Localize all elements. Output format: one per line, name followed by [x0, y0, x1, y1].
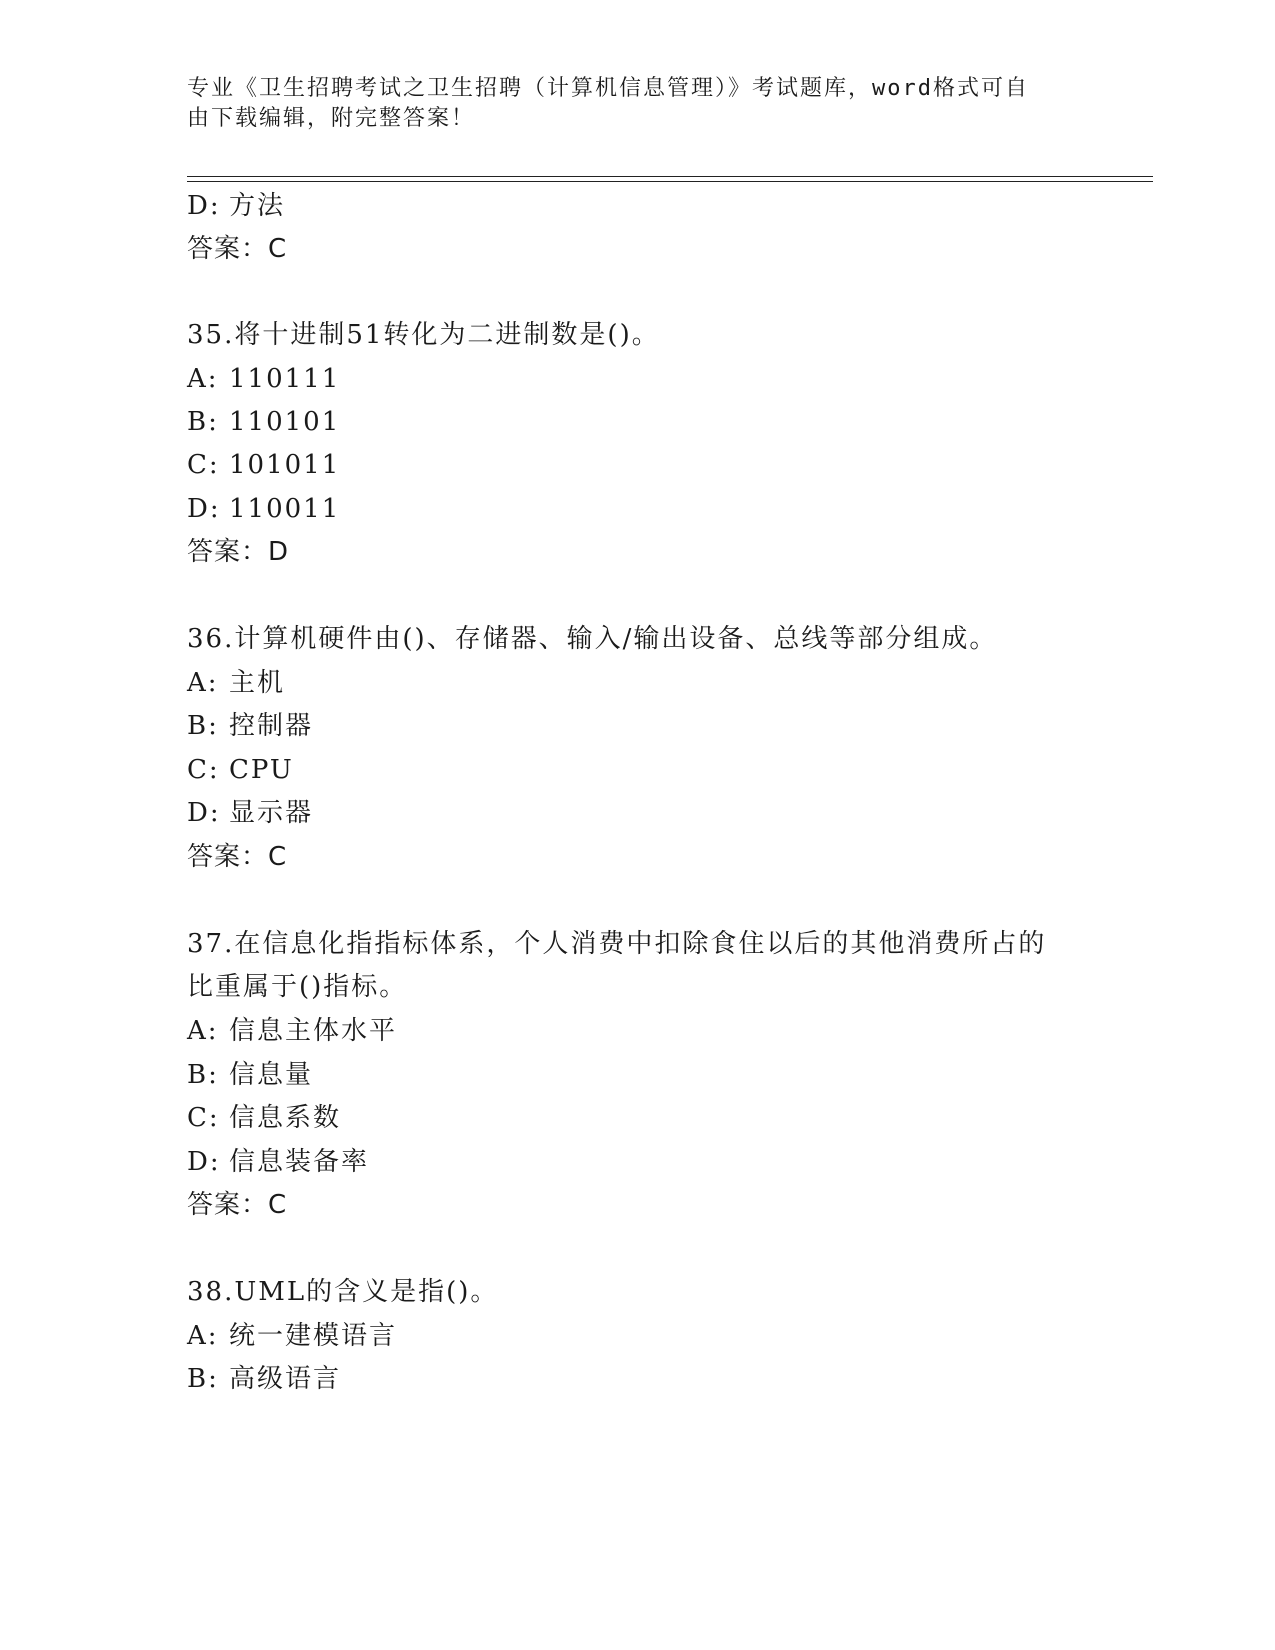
option-text: 101011	[229, 450, 341, 480]
option-key: D:	[187, 191, 221, 221]
option-key: B:	[187, 1364, 219, 1394]
option-key: A:	[187, 364, 219, 394]
option-text: 110101	[229, 407, 341, 437]
prev-option-d	[187, 189, 285, 223]
option-text: 信息主体水平	[229, 1016, 398, 1046]
q35-option-a	[187, 362, 340, 396]
option-key: A:	[187, 1321, 219, 1351]
document-header	[187, 74, 1087, 134]
option-key: A:	[187, 668, 219, 698]
q38-option-b	[187, 1362, 341, 1396]
q35-option-b	[187, 405, 340, 439]
q36-option-a	[187, 666, 285, 700]
prev-answer: 答案：C	[187, 234, 288, 264]
option-key: D:	[187, 798, 221, 828]
q35-option-c	[187, 448, 340, 482]
option-key: B:	[187, 711, 219, 741]
question-37-stem-line-2: 比重属于()指标。	[187, 972, 408, 1002]
option-key: B:	[187, 407, 219, 437]
option-text: 信息量	[229, 1060, 314, 1090]
option-key: C:	[187, 1103, 220, 1133]
option-text: 方法	[229, 191, 286, 221]
question-35-stem: 35.将十进制51转化为二进制数是()。	[187, 320, 660, 350]
option-text: 信息系数	[229, 1103, 342, 1133]
option-text: CPU	[229, 755, 294, 785]
option-text: 显示器	[229, 798, 314, 828]
option-text: 信息装备率	[229, 1147, 370, 1177]
option-key: D:	[187, 494, 221, 524]
header-line-1: 专业《卫生招聘考试之卫生招聘（计算机信息管理）》考试题库，word格式可自	[187, 76, 1029, 101]
q38-option-a	[187, 1319, 397, 1353]
q37-answer: 答案：C	[187, 1190, 288, 1220]
option-text: 110011	[229, 494, 341, 524]
option-key: A:	[187, 1016, 219, 1046]
option-text: 110111	[229, 364, 341, 394]
option-text: 控制器	[229, 711, 314, 741]
option-text: 高级语言	[229, 1364, 342, 1394]
q35-answer: 答案：D	[187, 537, 290, 567]
q35-option-d	[187, 492, 340, 526]
q37-option-b	[187, 1058, 313, 1092]
q37-option-d	[187, 1145, 369, 1179]
q37-option-c	[187, 1101, 341, 1135]
question-38-stem: 38.UML的含义是指()。	[187, 1277, 499, 1307]
option-key: C:	[187, 755, 220, 785]
option-key: C:	[187, 450, 220, 480]
q36-option-b	[187, 709, 313, 743]
header-divider-bottom	[187, 181, 1153, 182]
header-line-2: 由下载编辑，附完整答案！	[187, 106, 476, 131]
q36-option-c	[187, 753, 294, 787]
option-key: D:	[187, 1147, 221, 1177]
q36-answer: 答案：C	[187, 842, 288, 872]
q37-option-a	[187, 1014, 397, 1048]
option-key: B:	[187, 1060, 219, 1090]
question-37-stem-line-1: 37.在信息化指指标体系，个人消费中扣除食住以后的其他消费所占的	[187, 929, 1047, 959]
header-divider-top	[187, 176, 1153, 177]
option-text: 统一建模语言	[229, 1321, 398, 1351]
option-text: 主机	[229, 668, 286, 698]
question-36-stem: 36.计算机硬件由()、存储器、输入/输出设备、总线等部分组成。	[187, 624, 998, 654]
q36-option-d	[187, 796, 313, 830]
